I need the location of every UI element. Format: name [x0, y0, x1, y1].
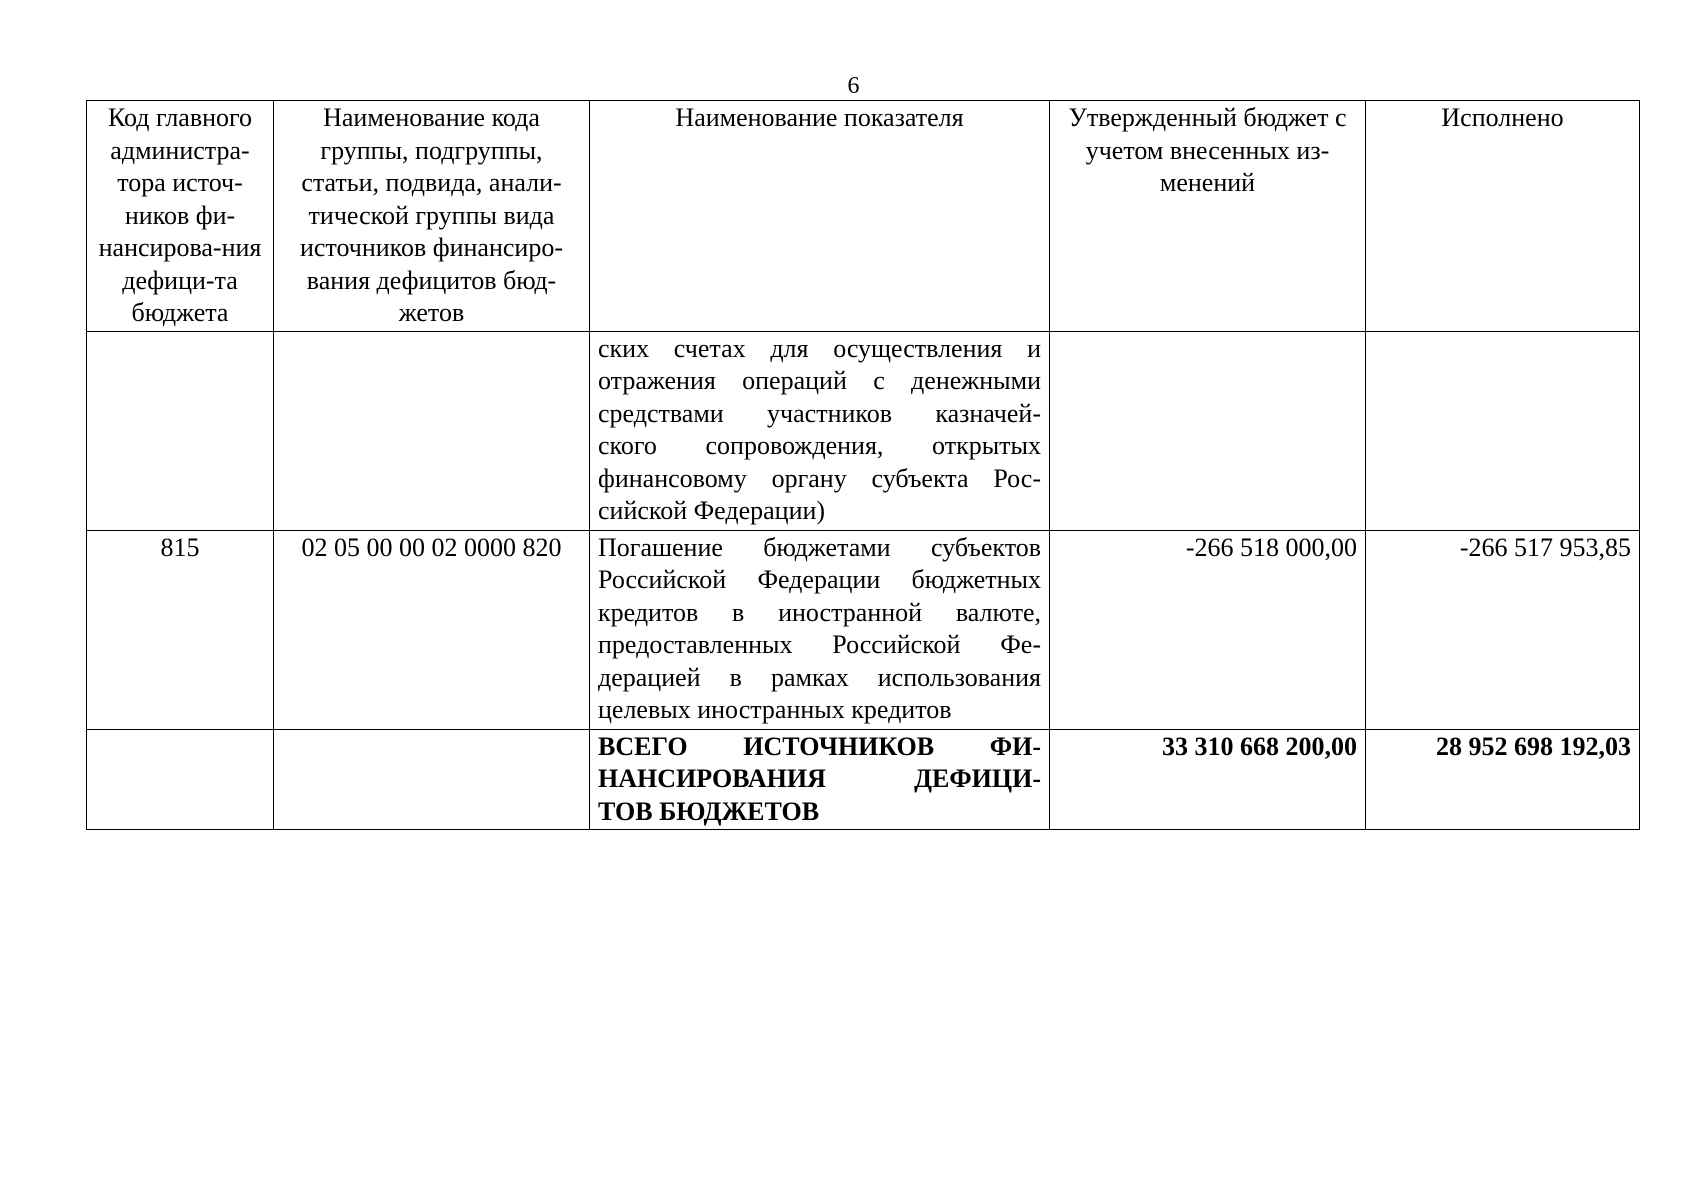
indicator-line: Российской Федерации бюджетных: [598, 565, 1041, 594]
cell-indicator-name: [590, 331, 1050, 530]
indicator-line: сийской Федерации): [598, 496, 826, 525]
indicator-line: финансовому органу субъекта Рос-: [598, 463, 1041, 493]
cell-approved-budget: [1050, 331, 1366, 530]
sources-of-financing-table: [86, 100, 1640, 830]
indicator-line: ского сопровождения, открытых: [598, 431, 1041, 460]
cell-admin-code: [87, 331, 274, 530]
total-label-line: НАНСИРОВАНИЯ ДЕФИЦИ-: [598, 764, 1041, 793]
cell-group-code: [274, 331, 590, 530]
indicator-line: Погашение бюджетами субъектов: [598, 532, 1041, 562]
cell-executed: -266 517 953,85: [1366, 530, 1640, 729]
cell-total-approved: 33 310 668 200,00: [1050, 729, 1366, 830]
total-row: [87, 729, 1640, 830]
total-label-line: ВСЕГО ИСТОЧНИКОВ ФИ-: [598, 731, 1041, 761]
header-group-code: Наименование кода группы, подгруппы, статьи, подвида, анали-тической группы вида источников финансиро-вания дефицитов бюд-жетов: [274, 101, 590, 332]
indicator-line: отражения операций с денежными: [598, 366, 1041, 395]
cell-approved-budget: -266 518 000,00: [1050, 530, 1366, 729]
header-approved-budget: Утвержденный бюджет с учетом внесенных из-менений: [1050, 101, 1366, 332]
table-row: [87, 331, 1640, 530]
total-label-line: ТОВ БЮДЖЕТОВ: [598, 796, 820, 826]
cell-total-label: [590, 729, 1050, 830]
indicator-line: ских счетах для осуществления и: [598, 333, 1041, 363]
indicator-line: дерацией в рамках использования: [598, 662, 1041, 692]
cell-group-code: [274, 729, 590, 830]
indicator-line: предоставленных Российской Фе-: [598, 630, 1041, 659]
table-header-row: [87, 101, 1640, 332]
header-admin-code: Код главного администра-тора источ-ников фи-нансирова-ния дефици-та бюджета: [87, 101, 274, 332]
page-number-text: 6: [847, 73, 860, 99]
cell-total-executed: 28 952 698 192,03: [1366, 729, 1640, 830]
indicator-line: целевых иностранных кредитов: [598, 695, 952, 724]
indicator-line: средствами участников казначей-: [598, 398, 1041, 428]
cell-group-code: 02 05 00 00 02 0000 820: [274, 530, 590, 729]
cell-executed: [1366, 331, 1640, 530]
header-indicator-name: Наименование показателя: [590, 101, 1050, 332]
cell-admin-code: [87, 729, 274, 830]
indicator-line: кредитов в иностранной валюте,: [598, 597, 1041, 627]
cell-indicator-name: [590, 530, 1050, 729]
cell-admin-code: 815: [87, 530, 274, 729]
header-executed: Исполнено: [1366, 101, 1640, 332]
table-row: [87, 530, 1640, 729]
page-number: [0, 72, 1697, 100]
